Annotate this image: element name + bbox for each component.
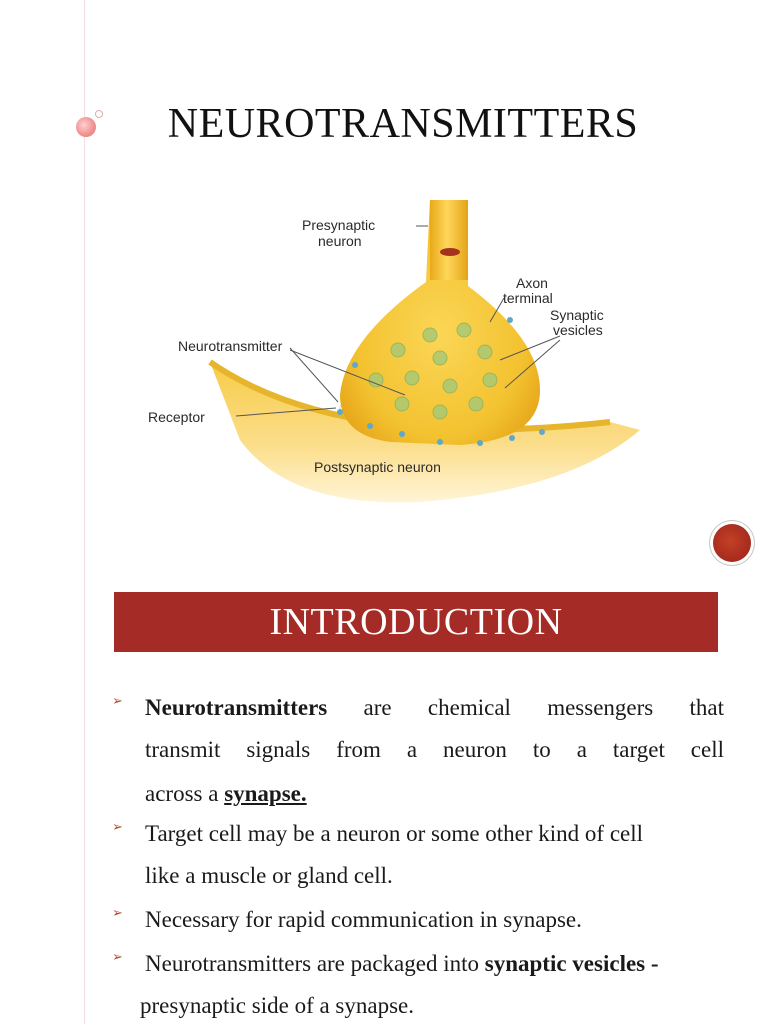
page-margin-line <box>84 0 85 1024</box>
arrow-bullet-icon: ➢ <box>112 820 123 835</box>
bullet-text: Neurotransmitters are packaged into <box>145 951 480 976</box>
slide-title: NEUROTRANSMITTERS <box>167 101 639 147</box>
bullet-text: across a <box>145 781 219 806</box>
label-presynaptic-2: neuron <box>318 233 362 249</box>
label-axon-2: terminal <box>503 290 553 306</box>
bullet-item <box>112 814 724 900</box>
synapse-link[interactable]: synapse. <box>224 781 307 806</box>
bullet-item <box>112 900 724 944</box>
label-neurotransmitter: Neurotransmitter <box>178 338 283 354</box>
bullet-line: presynaptic side of a synapse. <box>140 993 415 1018</box>
bullet-line: Target cell may be a neuron or some other kind of cell <box>145 821 644 846</box>
label-vesicles-1: Synaptic <box>550 307 604 323</box>
bold-term: synaptic vesicles - <box>484 951 659 976</box>
bullet-line <box>145 944 724 984</box>
bullet-line: like a muscle or gland cell. <box>145 863 393 888</box>
label-receptor: Receptor <box>148 409 205 425</box>
bullet-line: transmit signals from a neuron to a target cell <box>145 737 724 762</box>
label-axon-1: Axon <box>516 275 548 291</box>
introduction-banner <box>114 592 718 652</box>
arrow-bullet-icon: ➢ <box>112 694 123 709</box>
bullet-line <box>145 688 724 728</box>
label-postsynaptic: Postsynaptic neuron <box>314 459 441 475</box>
bullet-list <box>112 688 724 1028</box>
decorative-dot-red <box>713 524 751 562</box>
arrow-bullet-icon: ➢ <box>112 906 123 921</box>
bullet-item <box>112 944 724 1028</box>
label-presynaptic-1: Presynaptic <box>302 217 376 233</box>
arrow-bullet-icon: ➢ <box>112 950 123 965</box>
bold-term: Neurotransmitters <box>145 695 328 720</box>
section-title: INTRODUCTION <box>269 601 563 643</box>
label-vesicles-2: vesicles <box>553 322 603 338</box>
bullet-line: Necessary for rapid communication in synapse. <box>145 907 582 932</box>
synapse-diagram <box>140 190 660 510</box>
bullet-text: are chemical messengers that <box>363 695 724 720</box>
bullet-item <box>112 688 724 814</box>
bullet-line <box>145 772 724 816</box>
